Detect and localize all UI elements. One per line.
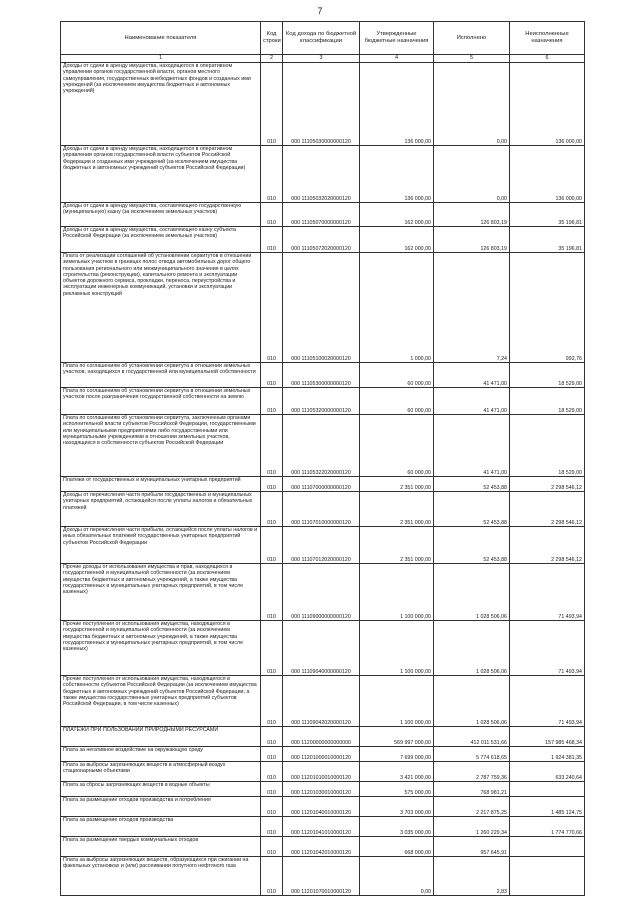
row-approved-cell: 162 000,00: [360, 203, 434, 227]
row-executed-cell: 957 645,91: [434, 837, 510, 857]
row-approved-cell: 569 997 000,00: [360, 727, 434, 747]
row-name-cell: Доходы от сдачи в аренду имущества, находящегося в оперативном управлении органов государственной власти субъектов Российской Федерации и созданных ими учреждений (за исключением имущества бюджетных и автономных учреждений субъектов Российской Федерации): [61, 146, 261, 203]
row-budget-code-cell: 000 11201000010000120: [283, 747, 360, 762]
row-line-code-cell: 010: [261, 797, 283, 817]
row-name-cell: Плата за размещение твердых коммунальных отходов: [61, 837, 261, 857]
row-executed-cell: 41 471,00: [434, 388, 510, 415]
row-budget-code-cell: 000 11107012020000120: [283, 527, 360, 564]
row-executed-cell: 412 011 531,66: [434, 727, 510, 747]
row-executed-cell: 52 453,88: [434, 492, 510, 527]
row-name-cell: Доходы от сдачи в аренду имущества, составляющего казну субъекта Российской Федерации (за исключением земельных участков): [61, 227, 261, 253]
row-executed-cell: 52 453,88: [434, 527, 510, 564]
row-name-cell: Плата за выбросы загрязняющих веществ, образующихся при сжигании на факельных установках и (или) рассеивании попутного нефтяного газа: [61, 857, 261, 896]
row-executed-cell: 126 803,19: [434, 203, 510, 227]
table-row: [61, 492, 585, 527]
row-budget-code-cell: 000 11201030010000120: [283, 782, 360, 797]
table-row: [61, 621, 585, 676]
row-unexecuted-cell: 1 924 381,35: [510, 747, 585, 762]
row-name-cell: Доходы от перечисления части прибыли государственных и муниципальных унитарных предприятий, остающейся после уплаты налогов и обязательных платежей: [61, 492, 261, 527]
table-row: [61, 727, 585, 747]
row-unexecuted-cell: 633 240,64: [510, 762, 585, 782]
row-line-code-cell: 010: [261, 782, 283, 797]
row-budget-code-cell: 000 11201010010000120: [283, 762, 360, 782]
table-row: [61, 837, 585, 857]
row-budget-code-cell: 000 11109000000000120: [283, 564, 360, 621]
row-budget-code-cell: 000 11200000000000000: [283, 727, 360, 747]
row-budget-code-cell: 000 11201041010000120: [283, 817, 360, 837]
row-unexecuted-cell: 35 196,81: [510, 227, 585, 253]
column-number: 3: [283, 55, 360, 63]
row-approved-cell: 2 351 000,00: [360, 492, 434, 527]
row-executed-cell: 2,83: [434, 857, 510, 896]
row-unexecuted-cell: [510, 782, 585, 797]
row-line-code-cell: 010: [261, 621, 283, 676]
header-unexecuted: Неисполненные назначения: [510, 22, 585, 55]
row-approved-cell: 1 000,00: [360, 253, 434, 363]
row-approved-cell: 575 000,00: [360, 782, 434, 797]
column-number: 2: [261, 55, 283, 63]
table-row: [61, 797, 585, 817]
row-unexecuted-cell: 2 298 546,12: [510, 477, 585, 492]
row-approved-cell: 3 703 000,00: [360, 797, 434, 817]
column-number: 5: [434, 55, 510, 63]
row-executed-cell: 1 028 506,06: [434, 676, 510, 727]
row-budget-code-cell: 000 11107010000000120: [283, 492, 360, 527]
row-budget-code-cell: 000 11105320000000120: [283, 388, 360, 415]
row-line-code-cell: 010: [261, 363, 283, 388]
row-unexecuted-cell: [510, 837, 585, 857]
row-unexecuted-cell: 71 493,94: [510, 676, 585, 727]
row-budget-code-cell: 000 11201040010000120: [283, 797, 360, 817]
row-budget-code-cell: 000 11105322020000120: [283, 415, 360, 477]
row-budget-code-cell: 000 11109040000000120: [283, 621, 360, 676]
row-approved-cell: 2 351 000,00: [360, 477, 434, 492]
row-unexecuted-cell: 71 493,94: [510, 564, 585, 621]
column-number: 1: [61, 55, 261, 63]
row-name-cell: ПЛАТЕЖИ ПРИ ПОЛЬЗОВАНИИ ПРИРОДНЫМИ РЕСУРСАМИ: [61, 727, 261, 747]
row-budget-code-cell: 000 11109042020000120: [283, 676, 360, 727]
row-name-cell: Плата за размещение отходов производства и потребления: [61, 797, 261, 817]
row-line-code-cell: 010: [261, 388, 283, 415]
row-budget-code-cell: 000 11107000000000120: [283, 477, 360, 492]
row-budget-code-cell: 000 11105070000000120: [283, 203, 360, 227]
row-name-cell: Плата за размещение отходов производства: [61, 817, 261, 837]
header-budget-code: Код дохода по бюджетной классификации: [283, 22, 360, 55]
table-row: [61, 747, 585, 762]
row-budget-code-cell: 000 11105100020000120: [283, 253, 360, 363]
row-line-code-cell: 010: [261, 415, 283, 477]
row-approved-cell: 1 100 000,00: [360, 564, 434, 621]
row-line-code-cell: 010: [261, 676, 283, 727]
row-line-code-cell: 010: [261, 492, 283, 527]
row-executed-cell: 126 803,19: [434, 227, 510, 253]
table-row: [61, 527, 585, 564]
row-line-code-cell: 010: [261, 227, 283, 253]
row-approved-cell: 3 035 000,00: [360, 817, 434, 837]
row-unexecuted-cell: 18 529,00: [510, 363, 585, 388]
row-approved-cell: 1 100 000,00: [360, 676, 434, 727]
row-line-code-cell: 010: [261, 203, 283, 227]
table-row: [61, 676, 585, 727]
row-approved-cell: 7 699 000,00: [360, 747, 434, 762]
row-line-code-cell: 010: [261, 817, 283, 837]
row-unexecuted-cell: 1 485 124,75: [510, 797, 585, 817]
row-unexecuted-cell: 18 529,00: [510, 415, 585, 477]
row-line-code-cell: 010: [261, 857, 283, 896]
row-line-code-cell: 010: [261, 762, 283, 782]
header-line-code: Код строки: [261, 22, 283, 55]
row-approved-cell: 668 000,00: [360, 837, 434, 857]
table-row: [61, 817, 585, 837]
row-unexecuted-cell: 992,76: [510, 253, 585, 363]
row-executed-cell: 52 453,88: [434, 477, 510, 492]
table-row: [61, 253, 585, 363]
row-unexecuted-cell: 1 774 770,66: [510, 817, 585, 837]
row-name-cell: Доходы от сдачи в аренду имущества, составляющего государственную (муниципальную) казну (за исключением земельных участков): [61, 203, 261, 227]
row-unexecuted-cell: 157 985 468,34: [510, 727, 585, 747]
table-row: [61, 782, 585, 797]
row-unexecuted-cell: 2 298 546,12: [510, 527, 585, 564]
row-executed-cell: 0,00: [434, 146, 510, 203]
row-name-cell: Плата по соглашениям об установлении сервитута в отношении земельных участков после разграничения государственной собственности на землю: [61, 388, 261, 415]
row-unexecuted-cell: 18 529,00: [510, 388, 585, 415]
row-approved-cell: 60 000,00: [360, 363, 434, 388]
row-executed-cell: 2 217 875,25: [434, 797, 510, 817]
row-budget-code-cell: 000 11105030000000120: [283, 63, 360, 146]
row-approved-cell: 136 000,00: [360, 63, 434, 146]
header-executed: Исполнено: [434, 22, 510, 55]
row-name-cell: Плата по соглашениям об установлении сервитута в отношении земельных участков, находящихся в государственной или муниципальной собственности: [61, 363, 261, 388]
row-budget-code-cell: 000 11201070010000120: [283, 857, 360, 896]
row-line-code-cell: 010: [261, 837, 283, 857]
table-row: [61, 146, 585, 203]
table-row: [61, 203, 585, 227]
row-name-cell: Прочие доходы от использования имущества и прав, находящихся в государственной и муниципальной собственности (за исключением имущества бюджетных и автономных учреждений, а также имущества государственных и муниципальных унитарных предприятий, в том числе казенных): [61, 564, 261, 621]
table-row: [61, 477, 585, 492]
row-line-code-cell: 010: [261, 146, 283, 203]
row-name-cell: Плата по соглашениям об установлении сервитута, заключенным органами исполнительной власти субъектов Российской Федерации, государственными или муниципальными предприятиями либо государственными или муниципальными учреждениями в отношении земельных участков, находящихся в собственности субъектов Российской Федерации: [61, 415, 261, 477]
header-row: [61, 22, 585, 55]
table-body: [61, 63, 585, 896]
row-name-cell: Доходы от перечисления части прибыли, остающейся после уплаты налогов и иных обязательных платежей государственных унитарных предприятий субъектов Российской Федерации: [61, 527, 261, 564]
table-row: [61, 388, 585, 415]
row-unexecuted-cell: 2 298 546,12: [510, 492, 585, 527]
row-executed-cell: 41 471,00: [434, 415, 510, 477]
column-number-row: [61, 55, 585, 63]
row-approved-cell: 3 421 000,00: [360, 762, 434, 782]
table-row: [61, 762, 585, 782]
row-line-code-cell: 010: [261, 63, 283, 146]
row-name-cell: Прочие поступления от использования имущества, находящегося в государственной и муниципальной собственности (за исключением имущества бюджетных и автономных учреждений, а также имущества государственных и муниципальных унитарных предприятий, в том числе казенных): [61, 621, 261, 676]
table-row: [61, 564, 585, 621]
row-line-code-cell: 010: [261, 727, 283, 747]
row-approved-cell: 1 100 000,00: [360, 621, 434, 676]
row-budget-code-cell: 000 11201042010000120: [283, 837, 360, 857]
row-line-code-cell: 010: [261, 253, 283, 363]
row-budget-code-cell: 000 11105032020000120: [283, 146, 360, 203]
row-unexecuted-cell: 136 000,00: [510, 63, 585, 146]
table-row: [61, 227, 585, 253]
table-row: [61, 63, 585, 146]
row-name-cell: Прочие поступления от использования имущества, находящегося в собственности субъектов Российской Федерации (за исключением имущества бюджетных и автономных учреждений субъектов Российской Федерации, а также имущества государственных унитарных предприятий субъектов Российской Федерации, в том числе казенных): [61, 676, 261, 727]
row-approved-cell: 0,00: [360, 857, 434, 896]
row-executed-cell: 1 028 506,06: [434, 564, 510, 621]
row-name-cell: Плата от реализации соглашений об установлении сервитутов в отношении земельных участков в границах полос отвода автомобильных дорог общего пользования регионального или межмуниципального значения в целях строительства (реконструкции), капитального ремонта и эксплуатации объектов дорожного сервиса, прокладки, переноса, переустройства и эксплуатации инженерных коммуникаций, установки и эксплуатации рекламных конструкций: [61, 253, 261, 363]
row-line-code-cell: 010: [261, 564, 283, 621]
row-name-cell: Доходы от сдачи в аренду имущества, находящегося в оперативном управлении органов государственной власти, органов местного самоуправления, государственных внебюджетных фондов и созданных ими учреждений (за исключением имущества бюджетных и автономных учреждений): [61, 63, 261, 146]
row-name-cell: Плата за сбросы загрязняющих веществ в водные объекты: [61, 782, 261, 797]
page-number: 7: [317, 6, 323, 16]
column-number: 6: [510, 55, 585, 63]
row-unexecuted-cell: 71 493,94: [510, 621, 585, 676]
table-row: [61, 415, 585, 477]
header-name: Наименование показателя: [61, 22, 261, 55]
row-executed-cell: 41 471,00: [434, 363, 510, 388]
row-approved-cell: 60 000,00: [360, 415, 434, 477]
column-number: 4: [360, 55, 434, 63]
row-line-code-cell: 010: [261, 527, 283, 564]
row-executed-cell: 2 787 759,36: [434, 762, 510, 782]
row-name-cell: Плата за выбросы загрязняющих веществ в атмосферный воздух стационарными объектами: [61, 762, 261, 782]
row-budget-code-cell: 000 11105072020000120: [283, 227, 360, 253]
row-executed-cell: 1 260 229,34: [434, 817, 510, 837]
row-executed-cell: 768 981,21: [434, 782, 510, 797]
row-executed-cell: 5 774 618,65: [434, 747, 510, 762]
row-budget-code-cell: 000 11105300000000120: [283, 363, 360, 388]
header-approved: Утвержденные бюджетные назначения: [360, 22, 434, 55]
row-name-cell: Плата за негативное воздействие на окружающую среду: [61, 747, 261, 762]
row-line-code-cell: 010: [261, 477, 283, 492]
table-row: [61, 857, 585, 896]
row-name-cell: Платежи от государственных и муниципальных унитарных предприятий: [61, 477, 261, 492]
row-approved-cell: 60 000,00: [360, 388, 434, 415]
row-approved-cell: 2 351 000,00: [360, 527, 434, 564]
row-line-code-cell: 010: [261, 747, 283, 762]
table-row: [61, 363, 585, 388]
row-executed-cell: 1 028 506,06: [434, 621, 510, 676]
row-approved-cell: 136 000,00: [360, 146, 434, 203]
row-unexecuted-cell: 136 000,00: [510, 146, 585, 203]
row-approved-cell: 162 000,00: [360, 227, 434, 253]
row-unexecuted-cell: [510, 857, 585, 896]
row-unexecuted-cell: 35 196,81: [510, 203, 585, 227]
revenue-table: [60, 21, 585, 896]
row-executed-cell: 0,00: [434, 63, 510, 146]
row-executed-cell: 7,24: [434, 253, 510, 363]
